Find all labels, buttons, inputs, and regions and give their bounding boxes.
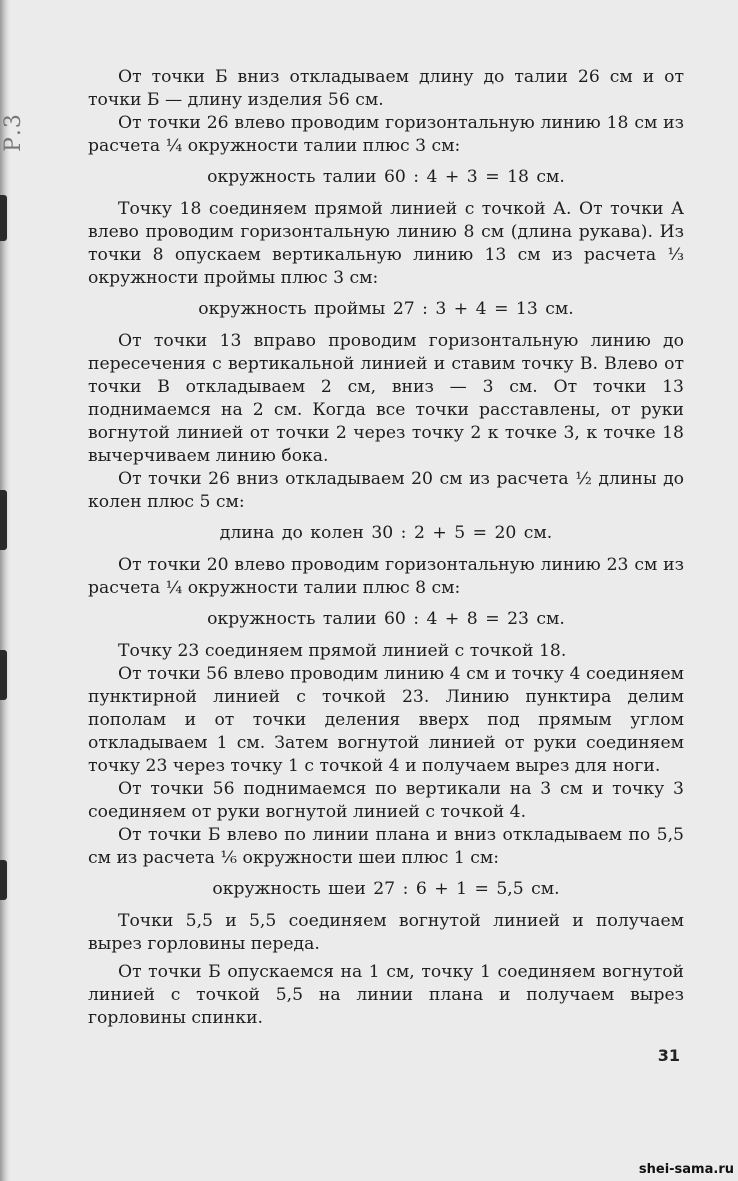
paragraph: Точку 18 соединяем прямой линией с точкой А. От точки А влево проводим горизонтальную линию 8 см (длина рукава). Из точки 8 опускаем вертикальную линию 13 см из расчета ⅓ окружности проймы плюс 3 см: [88, 199, 684, 288]
margin-blot [0, 860, 7, 900]
scan-edge [0, 0, 10, 1181]
margin-mark: Р.3 [0, 113, 26, 152]
page-body [88, 66, 684, 1030]
paragraph: Точки 5,5 и 5,5 соединяем вогнутой линией и получаем вырез горловины переда. [88, 911, 684, 954]
margin-blot [0, 490, 7, 550]
paragraph: От точки 26 влево проводим горизонтальную линию 18 см из расчета ¼ окружности талии плюс 3 см: [88, 113, 684, 156]
watermark: shei-sama.ru [638, 1162, 734, 1177]
formula: окружность проймы 27 : 3 + 4 = 13 см. [198, 299, 574, 319]
formula: окружность талии 60 : 4 + 8 = 23 см. [207, 609, 565, 629]
paragraph: Точку 23 соединяем прямой линией с точкой 18. [118, 641, 567, 661]
paragraph: От точки 56 поднимаемся по вертикали на 3 см и точку 3 соединяем от руки вогнутой линией с точкой 4. [88, 779, 684, 822]
paragraph: От точки 26 вниз откладываем 20 см из расчета ½ длины до колен плюс 5 см: [88, 469, 684, 512]
paragraph: От точки 56 влево проводим линию 4 см и точку 4 соединяем пунктирной линией с точкой 23. Линию пунктира делим пополам и от точки деления вверх под прямым углом откладываем 1 см. Затем вогнутой линией от руки соединяем точку 23 через точку 1 с точкой 4 и получаем вырез для ноги. [88, 664, 684, 776]
paragraph: От точки 20 влево проводим горизонтальную линию 23 см из расчета ¼ окружности талии плюс 8 см: [88, 555, 684, 598]
paragraph: От точки 13 вправо проводим горизонтальную линию до пересечения с вертикальной линией и ставим точку В. Влево от точки В откладываем 2 см, вниз — 3 см. От точки 13 поднимаемся на 2 см. Когда все точки расставлены, от руки вогнутой линией от точки 2 через точку 2 к точке 3, к точке 18 вычерчиваем линию бока. [88, 331, 684, 466]
margin-blot [0, 650, 7, 700]
margin-blot [0, 195, 7, 241]
formula: окружность талии 60 : 4 + 3 = 18 см. [207, 167, 565, 187]
page-number: 31 [657, 1046, 680, 1065]
paragraph: От точки Б вниз откладываем длину до талии 26 см и от точки Б — длину изделия 56 см. [88, 67, 684, 110]
paragraph: От точки Б опускаемся на 1 см, точку 1 соединяем вогнутой линией с точкой 5,5 на линии плана и получаем вырез горловины спинки. [88, 962, 684, 1028]
paragraph: От точки Б влево по линии плана и вниз откладываем по 5,5 см из расчета ⅙ окружности шеи плюс 1 см: [88, 825, 684, 868]
formula: длина до колен 30 : 2 + 5 = 20 см. [219, 523, 553, 543]
formula: окружность шеи 27 : 6 + 1 = 5,5 см. [212, 879, 560, 899]
